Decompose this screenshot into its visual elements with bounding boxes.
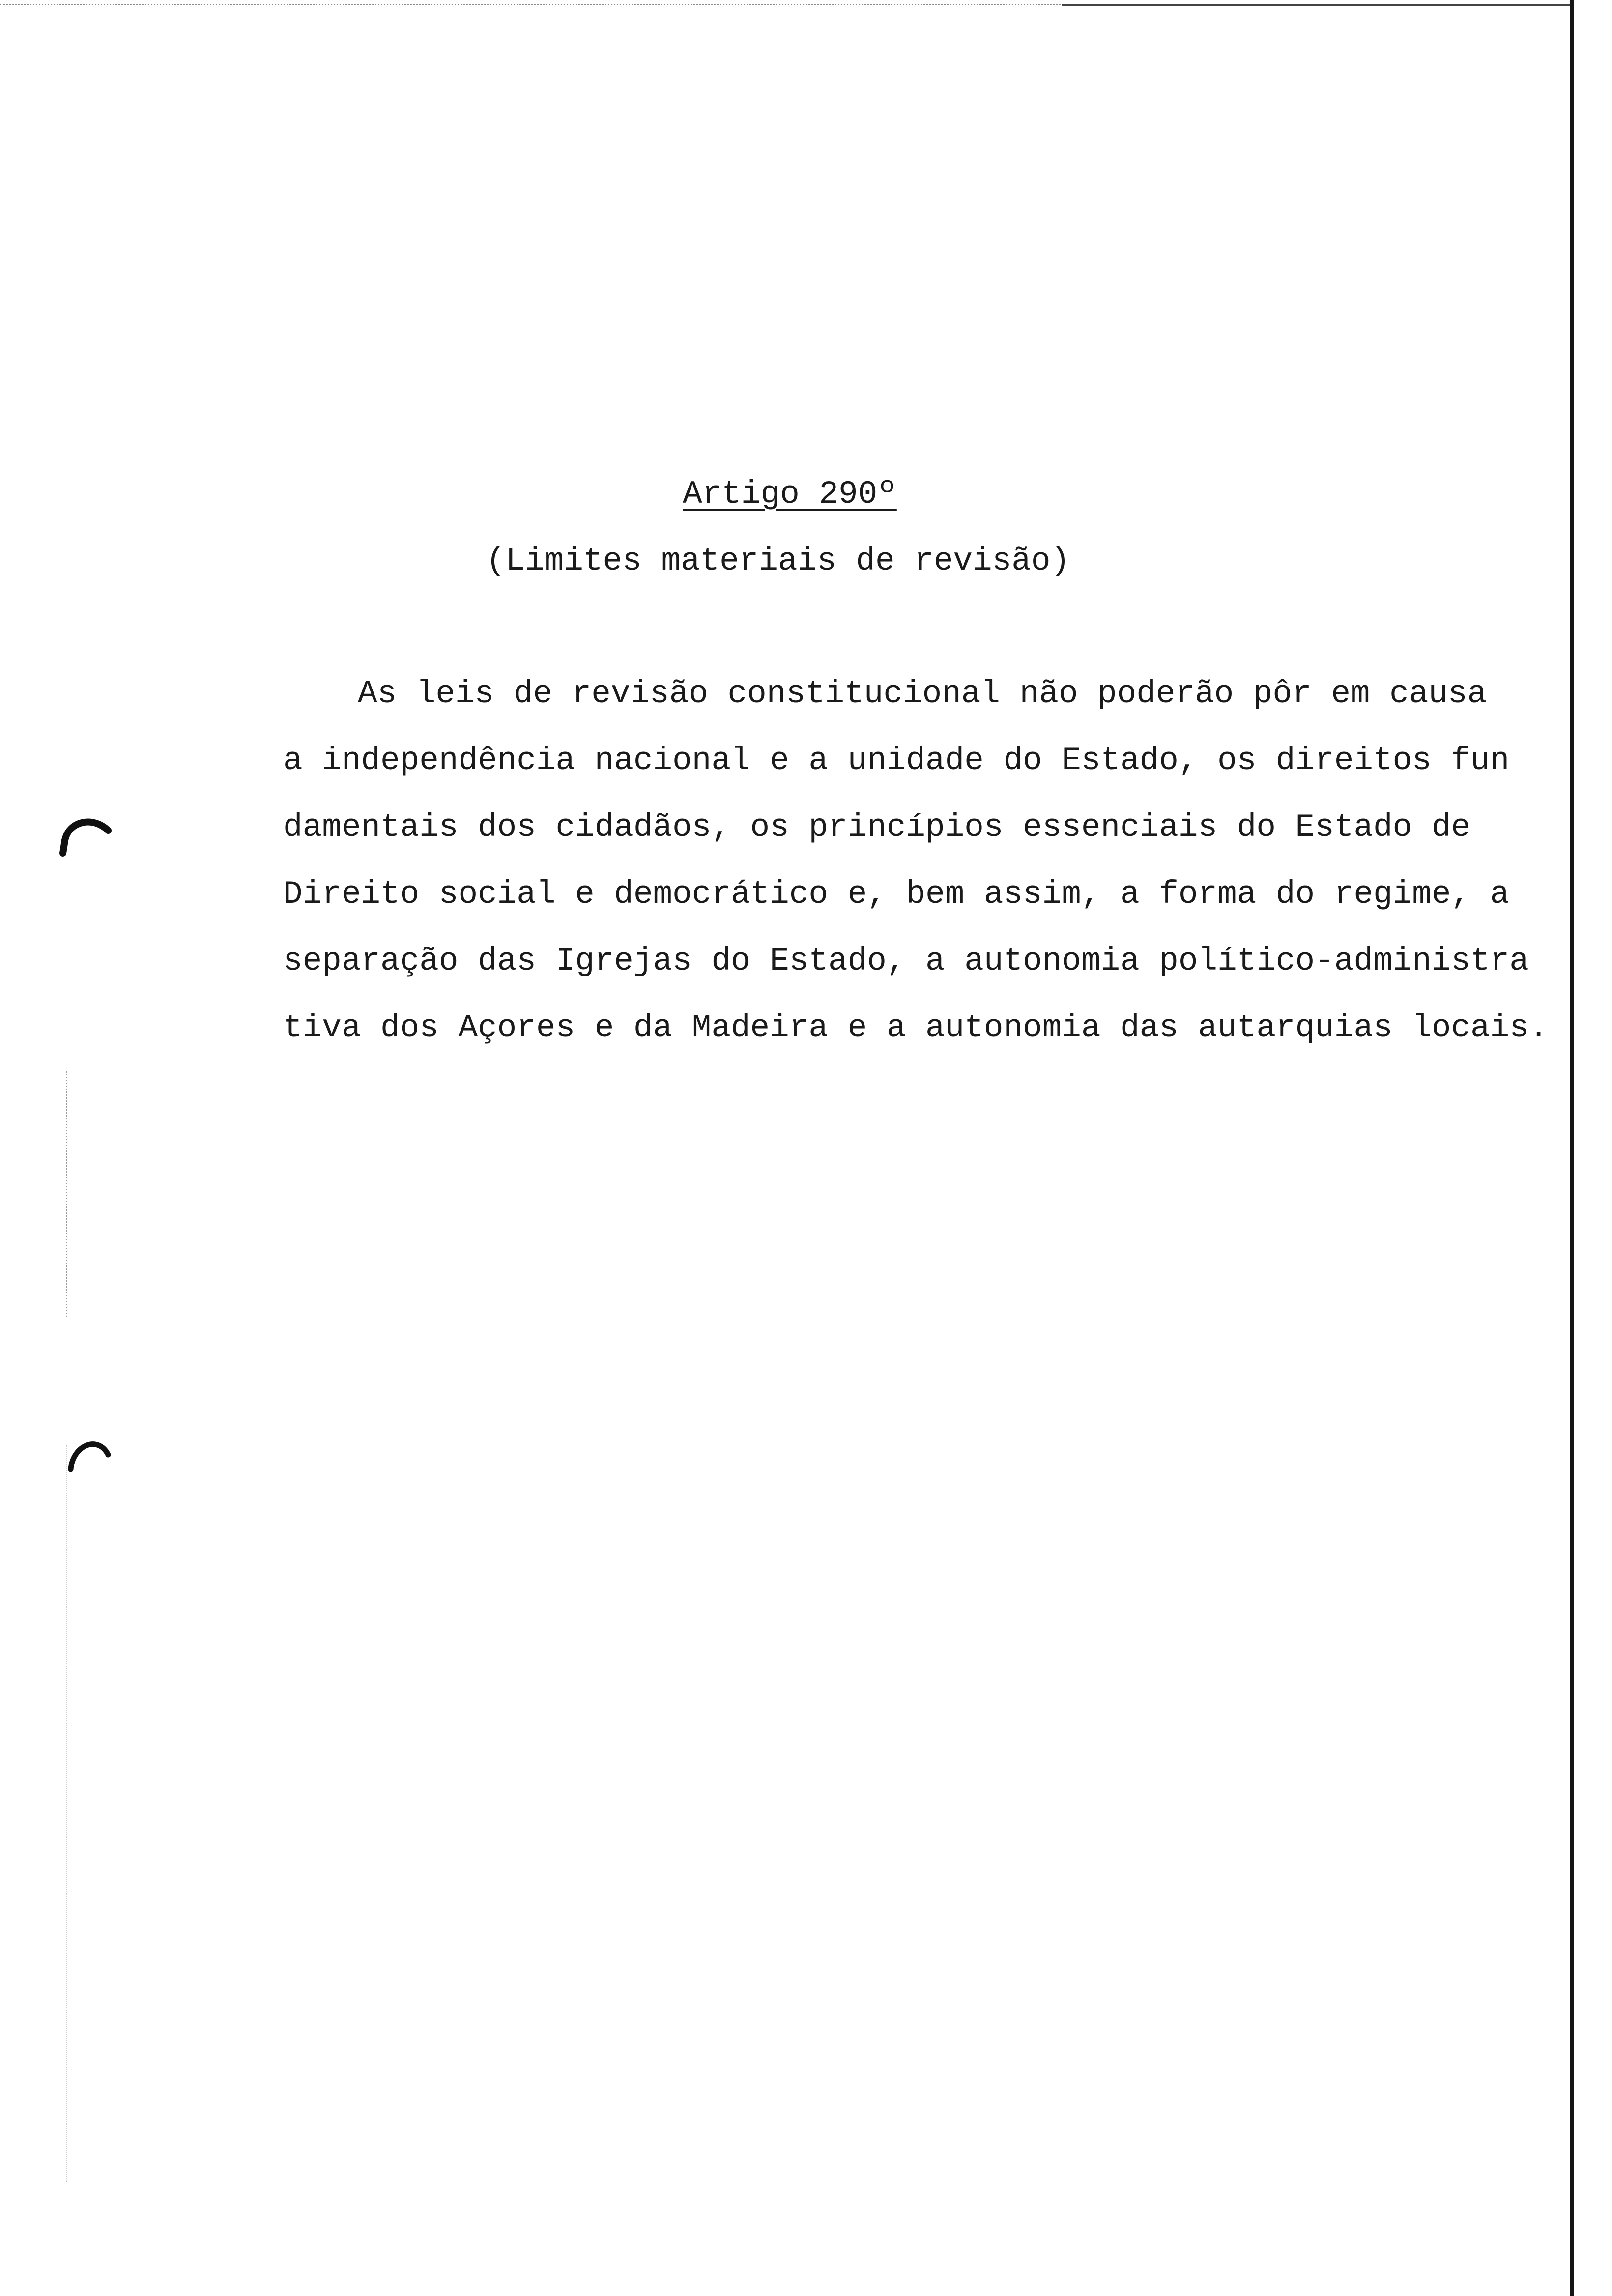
paragraph-line-5: separação das Igrejas do Estado, a autonomia político-administra: [283, 943, 1529, 979]
scan-right-edge: [1570, 0, 1574, 2296]
article-subtitle: (Limites materiais de revisão): [486, 543, 1070, 579]
paragraph-line-1: As leis de revisão constitucional não poderão pôr em causa: [358, 675, 1487, 712]
paragraph-line-6: tiva dos Açores e da Madeira e a autonomia das autarquias locais.: [283, 1009, 1549, 1046]
paragraph-line-3: damentais dos cidadãos, os princípios essenciais do Estado de: [283, 809, 1470, 846]
article-title-text: Artigo 290º: [683, 476, 897, 513]
scan-left-margin-marks-lower: [66, 1445, 67, 2182]
scan-left-margin-marks: [66, 1071, 67, 1317]
paragraph-line-2: a independência nacional e a unidade do Estado, os direitos fun: [283, 742, 1510, 779]
paragraph-line-4: Direito social e democrático e, bem assim, a forma do regime, a: [283, 876, 1510, 913]
punch-hole-mark-upper: [54, 806, 113, 865]
punch-hole-mark-lower: [64, 1425, 123, 1484]
article-title: [0, 476, 1571, 513]
scan-top-edge-dark: [1062, 4, 1571, 6]
